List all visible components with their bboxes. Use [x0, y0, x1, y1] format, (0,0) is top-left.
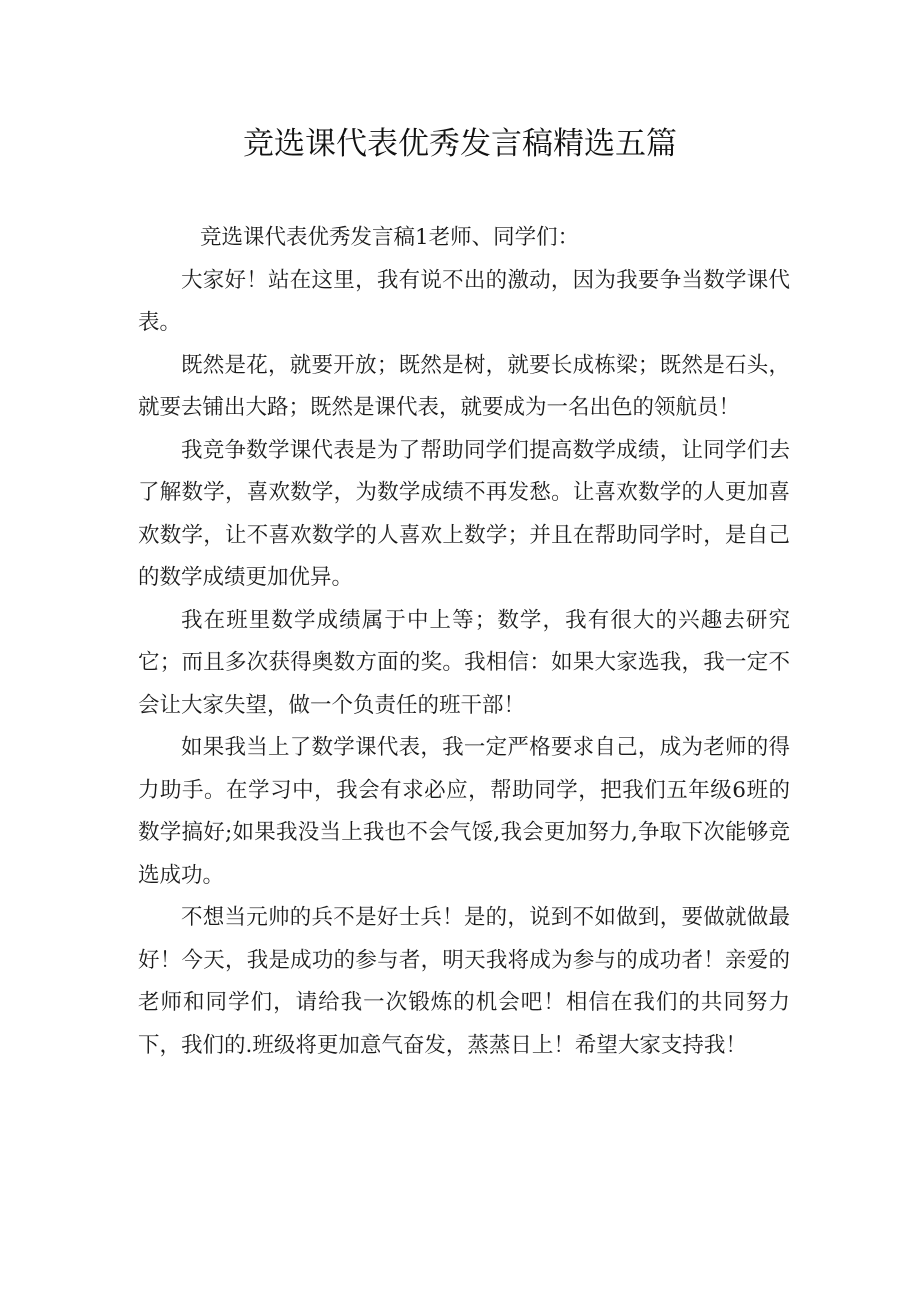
paragraph-3: 我竞争数学课代表是为了帮助同学们提高数学成绩，让同学们去了解数学，喜欢数学，为数学成绩不再发愁。让喜欢数学的人更加喜欢数学，让不喜欢数学的人喜欢上数学；并且在帮助同学时，是自己的数学成绩更加优异。: [138, 437, 790, 590]
intro-line: 竞选课代表优秀发言稿1老师、同学们：: [200, 225, 580, 250]
paragraph-6: 不想当元帅的兵不是好士兵！是的，说到不如做到，要做就做最好！今天，我是成功的参与者，明天我将成为参与的成功者！亲爱的老师和同学们，请给我一次锻炼的机会吧！相信在我们的共同努力下，我们的.班级将更加意气奋发，蒸蒸日上！希望大家支持我！: [138, 905, 790, 1058]
document-body: [138, 212, 790, 1067]
paragraph-5: 如果我当上了数学课代表，我一定严格要求自己，成为老师的得力助手。在学习中，我会有求必应，帮助同学，把我们五年级6班的数学搞好;如果我没当上我也不会气馁,我会更加努力,争取下次能够竞选成功。: [138, 735, 790, 888]
paragraph-2: 既然是花，就要开放；既然是树，就要长成栋梁；既然是石头，就要去铺出大路；既然是课代表，就要成为一名出色的领航员！: [138, 352, 790, 420]
paragraph-1: 大家好！站在这里，我有说不出的激动，因为我要争当数学课代表。: [138, 267, 790, 335]
document-title: 竞选课代表优秀发言稿精选五篇: [243, 126, 677, 162]
paragraph-4: 我在班里数学成绩属于中上等；数学，我有很大的兴趣去研究它；而且多次获得奥数方面的奖。我相信：如果大家选我，我一定不会让大家失望，做一个负责任的班干部！: [138, 607, 790, 718]
